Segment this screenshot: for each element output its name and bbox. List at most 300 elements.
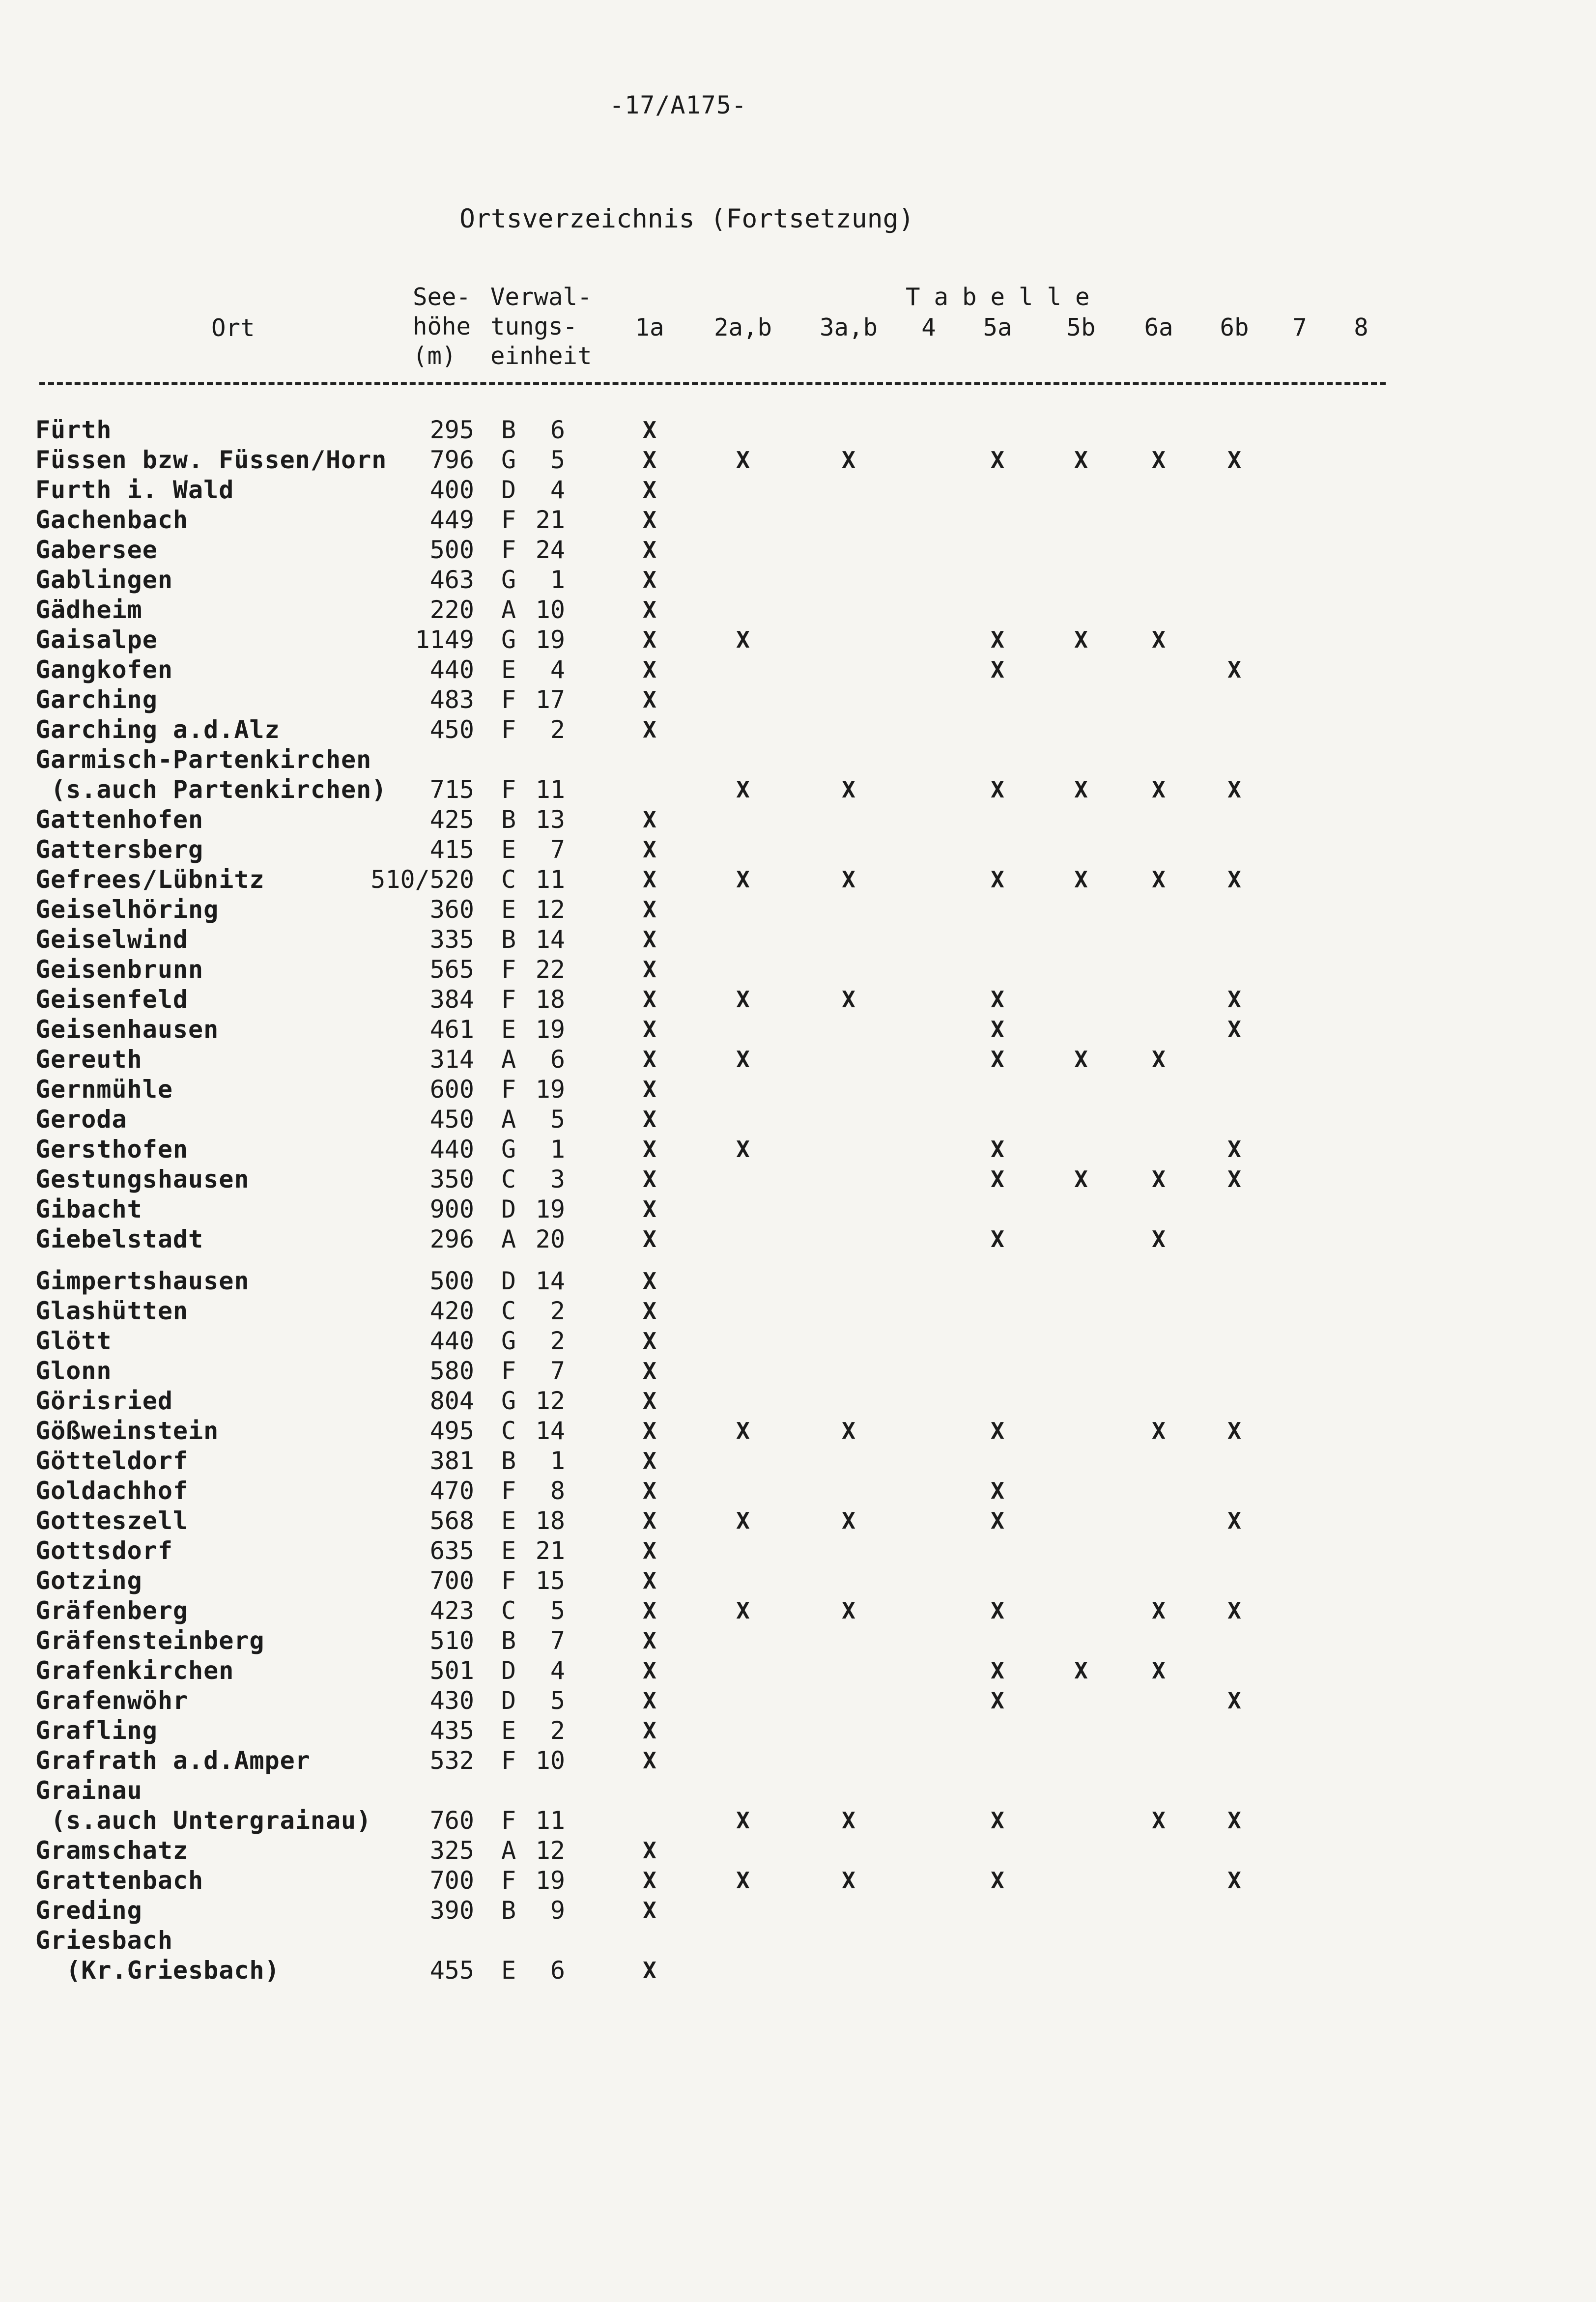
altitude: 500 [429, 536, 474, 564]
table-mark: X [991, 1807, 1004, 1834]
table-row [0, 1416, 1596, 1446]
altitude: 495 [429, 1417, 474, 1445]
place-name: (s.auch Untergrainau) [35, 1806, 372, 1835]
table-column-header: 7 [1292, 313, 1307, 341]
header-verwaltung [490, 283, 592, 371]
admin-unit-letter: G [501, 625, 516, 654]
altitude: 470 [429, 1477, 474, 1505]
altitude: 440 [429, 655, 474, 684]
table-mark: X [643, 1076, 656, 1103]
table-row [0, 1105, 1596, 1135]
admin-unit-number: 12 [535, 895, 565, 924]
table-mark: X [736, 1597, 750, 1624]
place-name: Grafrath a.d.Amper [35, 1746, 311, 1775]
table-row [0, 865, 1596, 895]
table-row [0, 1476, 1596, 1506]
table-mark: X [1152, 776, 1166, 803]
altitude: 900 [429, 1195, 474, 1223]
table-row [0, 745, 1596, 775]
place-name: Gersthofen [35, 1135, 189, 1164]
admin-unit-letter: G [501, 1135, 516, 1164]
place-name: Griesbach [35, 1926, 173, 1955]
admin-unit-number: 12 [535, 1387, 565, 1415]
place-name: Giebelstadt [35, 1225, 204, 1253]
altitude: 500 [429, 1267, 474, 1295]
table-mark: X [1152, 1657, 1166, 1684]
table-mark: X [1227, 1687, 1241, 1714]
table-mark: X [1152, 866, 1166, 893]
table-mark: X [1227, 1867, 1241, 1894]
table-mark: X [842, 1867, 855, 1894]
table-mark: X [1227, 447, 1241, 473]
page-number: -17/A175- [609, 91, 747, 119]
table-mark: X [1074, 866, 1088, 893]
table-mark: X [842, 1597, 855, 1624]
table-row [0, 1266, 1596, 1296]
table-row [0, 1896, 1596, 1926]
admin-unit-number: 7 [550, 835, 565, 864]
place-name: Geiselwind [35, 925, 189, 954]
table-mark: X [643, 1226, 656, 1252]
admin-unit-letter: A [501, 1105, 516, 1134]
admin-unit-letter: C [501, 1165, 516, 1194]
place-name: (Kr.Griesbach) [35, 1956, 280, 1985]
table-row [0, 775, 1596, 805]
table-mark: X [991, 1507, 1004, 1534]
admin-unit-letter: G [501, 566, 516, 594]
table-mark: X [643, 806, 656, 833]
table-row [0, 1596, 1596, 1626]
admin-unit-number: 5 [550, 446, 565, 474]
table-mark: X [991, 866, 1004, 893]
admin-unit-letter: D [501, 1195, 516, 1223]
table-row [0, 1806, 1596, 1836]
table-row [0, 1165, 1596, 1194]
table-mark: X [842, 1807, 855, 1834]
admin-unit-letter: G [501, 1387, 516, 1415]
table-mark: X [643, 1196, 656, 1222]
place-name: Gabersee [35, 536, 158, 564]
table-mark: X [991, 1226, 1004, 1252]
table-mark: X [1227, 1136, 1241, 1163]
admin-unit-letter: F [501, 1746, 516, 1775]
table-row [0, 1075, 1596, 1105]
place-name: Garching [35, 685, 158, 714]
table-mark: X [1074, 1657, 1088, 1684]
table-row [0, 1506, 1596, 1536]
admin-unit-number: 10 [535, 596, 565, 624]
table-column-header: 5b [1066, 313, 1096, 341]
place-name: Gablingen [35, 566, 173, 594]
table-mark: X [1152, 1226, 1166, 1252]
altitude: 532 [429, 1746, 474, 1775]
altitude: 390 [429, 1896, 474, 1925]
admin-unit-letter: F [501, 536, 516, 564]
admin-unit-letter: B [501, 1626, 516, 1655]
table-mark: X [643, 956, 656, 983]
table-mark: X [1074, 1046, 1088, 1073]
altitude: 295 [429, 416, 474, 444]
table-mark: X [643, 656, 656, 683]
table-row [0, 805, 1596, 835]
table-mark: X [643, 1627, 656, 1654]
admin-unit-number: 18 [535, 1506, 565, 1535]
altitude: 568 [429, 1506, 474, 1535]
altitude: 381 [429, 1447, 474, 1475]
altitude: 430 [429, 1686, 474, 1715]
admin-unit-number: 22 [535, 955, 565, 984]
table-mark: X [643, 1268, 656, 1294]
place-name: Gößweinstein [35, 1417, 219, 1445]
table-mark: X [1227, 1016, 1241, 1043]
admin-unit-letter: C [501, 1596, 516, 1625]
admin-unit-letter: F [501, 506, 516, 534]
table-row [0, 1926, 1596, 1956]
table-column-header: 3a,b [819, 313, 878, 341]
table-mark: X [736, 1046, 750, 1073]
place-name: Gotzing [35, 1566, 142, 1595]
table-mark: X [643, 896, 656, 923]
altitude: 425 [429, 805, 474, 834]
altitude: 715 [429, 775, 474, 804]
altitude: 501 [429, 1656, 474, 1685]
admin-unit-number: 6 [550, 416, 565, 444]
place-name: Gestungshausen [35, 1165, 250, 1194]
admin-unit-letter: D [501, 1267, 516, 1295]
table-mark: X [1074, 776, 1088, 803]
table-mark: X [1152, 1807, 1166, 1834]
admin-unit-number: 6 [550, 1045, 565, 1074]
place-name: Gimpertshausen [35, 1267, 250, 1295]
table-row [0, 1956, 1596, 1986]
place-name: Glashütten [35, 1297, 189, 1325]
table-mark: X [643, 1388, 656, 1414]
table-row [0, 445, 1596, 475]
admin-unit-letter: F [501, 715, 516, 744]
admin-unit-letter: B [501, 1896, 516, 1925]
admin-unit-letter: E [501, 1015, 516, 1044]
document-title: Ortsverzeichnis (Fortsetzung) [459, 204, 914, 234]
admin-unit-number: 3 [550, 1165, 565, 1194]
admin-unit-letter: D [501, 1656, 516, 1685]
admin-unit-number: 20 [535, 1225, 565, 1253]
table-mark: X [643, 1478, 656, 1504]
admin-unit-number: 19 [535, 625, 565, 654]
place-name: Greding [35, 1896, 142, 1925]
place-name: Gefrees/Lübnitz [35, 865, 265, 894]
admin-unit-number: 5 [550, 1686, 565, 1715]
table-row [0, 715, 1596, 745]
table-row [0, 1626, 1596, 1656]
altitude: 415 [429, 835, 474, 864]
place-name: Gangkofen [35, 655, 173, 684]
table-row [0, 1194, 1596, 1224]
admin-unit-number: 19 [535, 1015, 565, 1044]
altitude: 635 [429, 1536, 474, 1565]
place-name: Grafenwöhr [35, 1686, 189, 1715]
table-mark: X [1227, 866, 1241, 893]
table-row [0, 535, 1596, 565]
header-seehoehe-line: (m) [413, 342, 456, 370]
table-mark: X [643, 1328, 656, 1354]
table-mark: X [1227, 1597, 1241, 1624]
table-row [0, 505, 1596, 535]
table-row [0, 1776, 1596, 1806]
table-row [0, 895, 1596, 925]
place-name: Grafling [35, 1716, 158, 1745]
header-verwaltung-line: Verwal- [490, 283, 592, 311]
admin-unit-number: 19 [535, 1195, 565, 1223]
place-name: Gattersberg [35, 835, 204, 864]
table-mark: X [643, 1687, 656, 1714]
table-mark: X [643, 417, 656, 443]
table-mark: X [736, 1136, 750, 1163]
table-column-header: 1a [635, 313, 664, 341]
place-name: Fürth [35, 416, 112, 444]
admin-unit-number: 4 [550, 1656, 565, 1685]
altitude: 449 [429, 506, 474, 534]
place-name: Gramschatz [35, 1836, 189, 1865]
admin-unit-number: 17 [535, 685, 565, 714]
table-mark: X [991, 1046, 1004, 1073]
table-row [0, 655, 1596, 685]
altitude: 296 [429, 1225, 474, 1253]
place-name: Geisenhausen [35, 1015, 219, 1044]
header-seehoehe-line: höhe [413, 313, 471, 341]
altitude: 440 [429, 1327, 474, 1355]
admin-unit-number: 2 [550, 1327, 565, 1355]
table-column-header: 2a,b [713, 313, 772, 341]
admin-unit-letter: D [501, 1686, 516, 1715]
table-row [0, 1045, 1596, 1075]
place-name: (s.auch Partenkirchen) [35, 775, 387, 804]
table-row [0, 1836, 1596, 1866]
admin-unit-letter: E [501, 1506, 516, 1535]
table-mark: X [643, 1507, 656, 1534]
table-row [0, 1326, 1596, 1356]
table-mark: X [1227, 776, 1241, 803]
table-column-header: 4 [921, 313, 936, 341]
table-mark: X [643, 716, 656, 743]
place-name: Garching a.d.Alz [35, 715, 280, 744]
table-mark: X [736, 447, 750, 473]
place-name: Götteldorf [35, 1447, 189, 1475]
table-row [0, 1866, 1596, 1896]
altitude: 804 [429, 1387, 474, 1415]
place-name: Glött [35, 1327, 112, 1355]
header-verwaltung-line: einheit [490, 342, 592, 370]
table-mark: X [736, 1867, 750, 1894]
header-rule [39, 382, 1386, 385]
admin-unit-number: 9 [550, 1896, 565, 1925]
admin-unit-number: 5 [550, 1596, 565, 1625]
table-mark: X [991, 986, 1004, 1013]
table-row [0, 1446, 1596, 1476]
place-name: Gernmühle [35, 1075, 173, 1104]
table-mark: X [991, 1166, 1004, 1193]
table-mark: X [643, 1537, 656, 1564]
table-mark: X [643, 447, 656, 473]
admin-unit-number: 2 [550, 1297, 565, 1325]
altitude: 360 [429, 895, 474, 924]
table-mark: X [1152, 447, 1166, 473]
admin-unit-letter: E [501, 895, 516, 924]
header-verwaltung-line: tungs- [490, 313, 578, 341]
admin-unit-number: 10 [535, 1746, 565, 1775]
admin-unit-number: 1 [550, 1135, 565, 1164]
table-mark: X [643, 866, 656, 893]
admin-unit-letter: E [501, 655, 516, 684]
table-mark: X [643, 836, 656, 863]
admin-unit-letter: E [501, 1716, 516, 1745]
admin-unit-letter: F [501, 1866, 516, 1895]
table-mark: X [1227, 986, 1241, 1013]
table-row [0, 955, 1596, 985]
place-name: Grattenbach [35, 1866, 204, 1895]
header-seehoehe-line: See- [413, 283, 471, 311]
header-tabelle: Tabelle [906, 283, 1104, 311]
table-row [0, 1656, 1596, 1686]
altitude: 450 [429, 1105, 474, 1134]
table-mark: X [1074, 447, 1088, 473]
table-mark: X [643, 1358, 656, 1384]
table-mark: X [842, 447, 855, 473]
table-mark: X [643, 597, 656, 623]
table-row [0, 475, 1596, 505]
place-name: Geiselhöring [35, 895, 219, 924]
admin-unit-number: 13 [535, 805, 565, 834]
admin-unit-letter: C [501, 1417, 516, 1445]
altitude: 510/520 [370, 865, 474, 894]
table-mark: X [1152, 1046, 1166, 1073]
admin-unit-letter: E [501, 835, 516, 864]
table-mark: X [643, 1837, 656, 1864]
altitude: 350 [429, 1165, 474, 1194]
altitude: 455 [429, 1956, 474, 1985]
admin-unit-number: 6 [550, 1956, 565, 1985]
altitude: 700 [429, 1866, 474, 1895]
table-mark: X [1227, 1418, 1241, 1444]
table-mark: X [643, 537, 656, 563]
place-name: Gädheim [35, 596, 142, 624]
admin-unit-number: 14 [535, 1417, 565, 1445]
table-mark: X [643, 1867, 656, 1894]
admin-unit-number: 14 [535, 1267, 565, 1295]
place-name: Furth i. Wald [35, 476, 234, 504]
place-name: Gachenbach [35, 506, 189, 534]
admin-unit-number: 4 [550, 655, 565, 684]
admin-unit-number: 19 [535, 1866, 565, 1895]
table-mark: X [842, 986, 855, 1013]
admin-unit-letter: C [501, 1297, 516, 1325]
table-row [0, 595, 1596, 625]
place-name: Gottsdorf [35, 1536, 173, 1565]
altitude: 450 [429, 715, 474, 744]
altitude: 483 [429, 685, 474, 714]
table-mark: X [643, 1597, 656, 1624]
place-name: Gräfensteinberg [35, 1626, 265, 1655]
place-name: Gibacht [35, 1195, 142, 1223]
table-mark: X [643, 1657, 656, 1684]
altitude: 760 [429, 1806, 474, 1835]
table-mark: X [643, 1298, 656, 1324]
place-name: Geroda [35, 1105, 127, 1134]
table-row [0, 1356, 1596, 1386]
altitude: 796 [429, 446, 474, 474]
place-name: Garmisch-Partenkirchen [35, 745, 372, 774]
altitude: 423 [429, 1596, 474, 1625]
place-name: Görisried [35, 1387, 173, 1415]
table-mark: X [643, 626, 656, 653]
altitude: 384 [429, 985, 474, 1014]
table-row [0, 1386, 1596, 1416]
table-mark: X [842, 866, 855, 893]
table-mark: X [991, 1597, 1004, 1624]
admin-unit-letter: E [501, 1536, 516, 1565]
table-mark: X [643, 1717, 656, 1744]
admin-unit-number: 7 [550, 1357, 565, 1385]
table-mark: X [842, 776, 855, 803]
table-mark: X [643, 1046, 656, 1073]
table-row [0, 1536, 1596, 1566]
admin-unit-number: 11 [535, 865, 565, 894]
altitude: 580 [429, 1357, 474, 1385]
table-row [0, 1296, 1596, 1326]
table-row [0, 1686, 1596, 1716]
admin-unit-letter: G [501, 1327, 516, 1355]
altitude: 435 [429, 1716, 474, 1745]
altitude: 440 [429, 1135, 474, 1164]
altitude: 565 [429, 955, 474, 984]
table-mark: X [643, 986, 656, 1013]
admin-unit-number: 2 [550, 715, 565, 744]
place-name: Gotteszell [35, 1506, 189, 1535]
table-mark: X [1152, 1418, 1166, 1444]
table-mark: X [991, 1136, 1004, 1163]
admin-unit-letter: B [501, 1447, 516, 1475]
table-mark: X [643, 1016, 656, 1043]
admin-unit-letter: D [501, 476, 516, 504]
table-row [0, 1566, 1596, 1596]
table-mark: X [991, 1687, 1004, 1714]
table-mark: X [736, 626, 750, 653]
altitude: 510 [429, 1626, 474, 1655]
table-mark: X [991, 1418, 1004, 1444]
admin-unit-number: 24 [535, 536, 565, 564]
admin-unit-number: 1 [550, 566, 565, 594]
table-mark: X [1227, 1166, 1241, 1193]
admin-unit-letter: F [501, 1806, 516, 1835]
place-name: Gaisalpe [35, 625, 158, 654]
altitude: 1149 [415, 625, 474, 654]
altitude: 400 [429, 476, 474, 504]
table-mark: X [1074, 626, 1088, 653]
table-mark: X [991, 1657, 1004, 1684]
place-name: Gereuth [35, 1045, 142, 1074]
table-mark: X [736, 1507, 750, 1534]
table-mark: X [736, 986, 750, 1013]
table-mark: X [736, 1418, 750, 1444]
admin-unit-letter: F [501, 1566, 516, 1595]
table-mark: X [991, 656, 1004, 683]
table-mark: X [643, 686, 656, 713]
place-name: Geisenfeld [35, 985, 189, 1014]
admin-unit-number: 11 [535, 1806, 565, 1835]
admin-unit-letter: F [501, 775, 516, 804]
table-column-header: 5a [983, 313, 1012, 341]
table-row [0, 835, 1596, 865]
table-mark: X [643, 1897, 656, 1924]
